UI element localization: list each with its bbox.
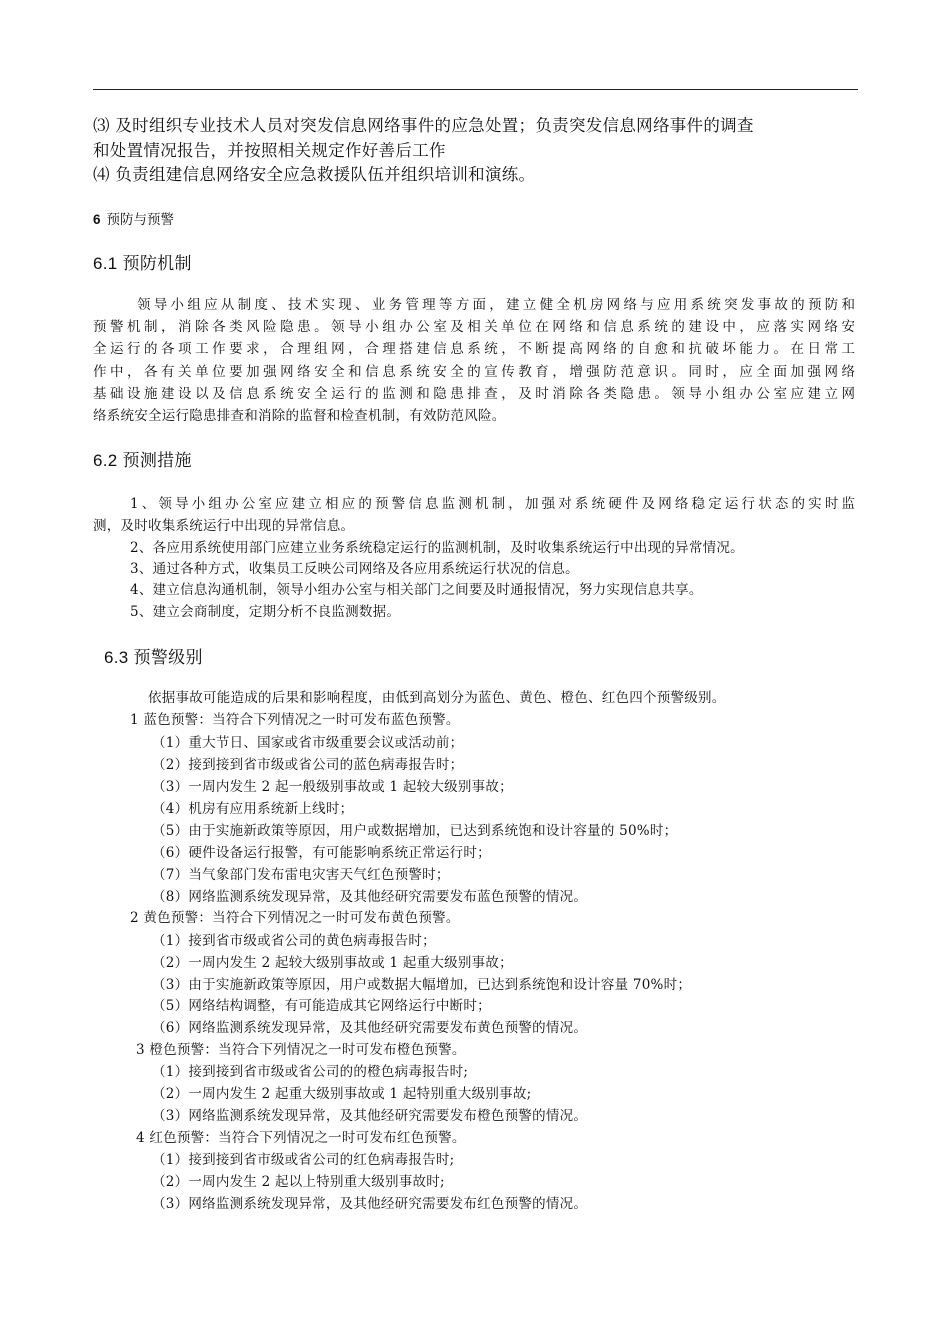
orange-warning-item: （1）接到接到省市级或省公司的的橙色病毒报告时; [152,1064,469,1080]
yellow-warning-item: （6）网络监测系统发现异常，及其他经研究需要发布黄色预警的情况。 [152,1020,588,1036]
red-warning-item: （2）一周内发生 2 起以上特别重大级别事故时; [152,1174,445,1190]
header-rule [93,89,858,90]
red-warning-item: （3）网络监测系统发现异常，及其他经研究需要发布红色预警的情况。 [152,1196,588,1212]
blue-warning-title: 1 蓝色预警：当符合下列情况之一时可发布蓝色预警。 [130,712,460,728]
section-6-2-list-line: 2、各应用系统使用部门应建立业务系统稳定运行的监测机制，及时收集系统运行中出现的异常情况。 [130,540,744,556]
section-6-number: 6 [93,212,101,227]
orange-warning-title: 3 橙色预警：当符合下列情况之一时可发布橙色预警。 [136,1042,466,1058]
section-6-2-list-line: 3、通过各种方式，收集员工反映公司网络及各应用系统运行状况的信息。 [130,561,579,577]
yellow-warning-item: （2）一周内发生 2 起较大级别事故或 1 起重大级别事故； [152,955,513,971]
section-6-3-heading: 6.3 预警级别 [104,648,203,667]
duty-item-4: ⑷ 负责组建信息网络安全应急救援队伍并组织培训和演练。 [93,165,536,184]
red-warning-title: 4 红色预警：当符合下列情况之一时可发布红色预警。 [136,1130,466,1146]
section-6-2-list-line: 1、领导小组办公室应建立相应的预警信息监测机制，加强对系统硬件及网络稳定运行状态的实时监 [130,496,855,512]
section-6-1-paragraph-line: 预警机制，消除各类风险隐患。领导小组办公室及相关单位在网络和信息系统的建设中，应落实网络安 [93,319,855,335]
blue-warning-item: （3）一周内发生 2 起一般级别事故或 1 起较大级别事故； [152,779,513,795]
section-6-3-intro: 依据事故可能造成的后果和影响程度，由低到高划分为蓝色、黄色、橙色、红色四个预警级别。 [148,690,726,706]
section-6-1-heading: 6.1 预防机制 [93,254,192,273]
section-6-1-paragraph-line: 基础设施建设以及信息系统安全运行的监测和隐患排查，及时消除各类隐患。领导小组办公室应建立网 [93,386,855,402]
yellow-warning-item: （3）由于实施新政策等原因，用户或数据大幅增加，已达到系统饱和设计容量 70%时； [152,977,692,993]
blue-warning-item: （6）硬件设备运行报警，有可能影响系统正常运行时； [152,845,491,861]
section-6-2-list-line: 4、建立信息沟通机制，领导小组办公室与相关部门之间要及时通报情况，努力实现信息共享。 [130,582,703,598]
section-6-2-heading: 6.2 预测措施 [93,451,192,470]
blue-warning-item: （5）由于实施新政策等原因，用户或数据增加，已达到系统饱和设计容量的 50%时； [152,823,678,839]
section-6-1-paragraph-line: 作中，各有关单位要加强网络安全和信息系统安全的宣传教育，增强防范意识。同时，应全面加强网络 [93,364,855,380]
blue-warning-item: （1）重大节日、国家或省市级重要会议或活动前； [152,735,464,751]
yellow-warning-item: （1）接到省市级或省公司的黄色病毒报告时； [152,933,436,949]
section-6-heading [93,213,174,227]
section-6-1-paragraph-line: 领导小组应从制度、技术实现、业务管理等方面，建立健全机房网络与应用系统突发事故的预防和 [137,297,855,313]
yellow-warning-title: 2 黄色预警：当符合下列情况之一时可发布黄色预警。 [130,910,460,926]
orange-warning-item: （2）一周内发生 2 起重大级别事故或 1 起特别重大级别事故; [152,1086,532,1102]
duty-item-3-line-1: ⑶ 及时组织专业技术人员对突发信息网络事件的应急处置；负责突发信息网络事件的调查 [93,116,754,135]
section-6-1-paragraph-line: 全运行的各项工作要求，合理组网，合理搭建信息系统，不断提高网络的自愈和抗破坏能力。在日常工 [93,341,855,357]
blue-warning-item: （7）当气象部门发布雷电灾害天气红色预警时； [152,867,450,883]
orange-warning-item: （3）网络监测系统发现异常，及其他经研究需要发布橙色预警的情况。 [152,1108,588,1124]
yellow-warning-item: （5）网络结构调整，有可能造成其它网络运行中断时； [152,998,491,1014]
section-6-1-paragraph-line: 络系统安全运行隐患排查和消除的监督和检查机制，有效防范风险。 [93,408,506,424]
section-6-title: 预防与预警 [106,212,175,227]
section-6-2-list-line: 5、建立会商制度，定期分析不良监测数据。 [130,604,401,620]
blue-warning-item: （2）接到接到省市级或省公司的蓝色病毒报告时； [152,757,464,773]
blue-warning-item: （4）机房有应用系统新上线时； [152,801,354,817]
duty-item-3-line-2: 和处置情况报告，并按照相关规定作好善后工作 [93,141,446,160]
red-warning-item: （1）接到接到省市级或省公司的红色病毒报告时; [152,1152,455,1168]
section-6-2-list-line: 测，及时收集系统运行中出现的异常信息。 [93,518,355,534]
blue-warning-item: （8）网络监测系统发现异常，及其他经研究需要发布蓝色预警的情况。 [152,889,588,905]
